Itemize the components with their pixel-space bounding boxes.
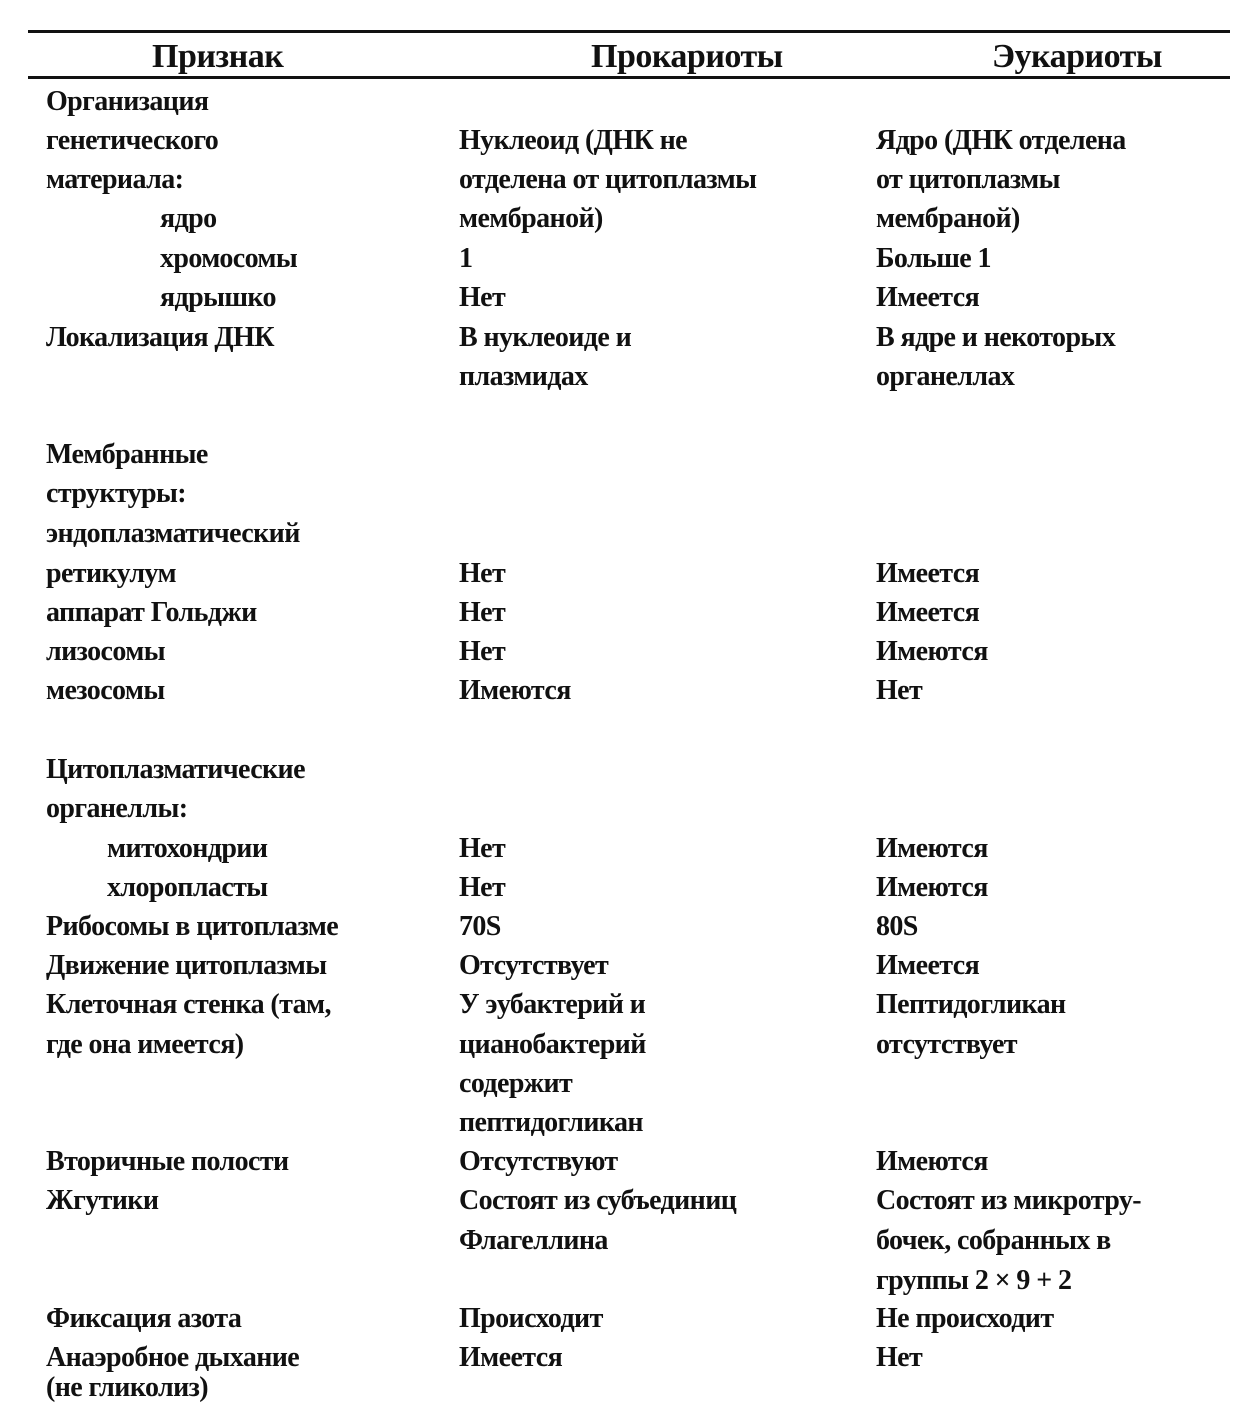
prokaryote-cell: Нет: [459, 558, 506, 589]
feature-cell: Мембранные: [46, 439, 208, 470]
eukaryote-cell: Нет: [876, 1342, 923, 1373]
feature-cell: (не гликолиз): [46, 1372, 209, 1403]
feature-cell: Анаэробное дыхание: [46, 1342, 300, 1373]
eukaryote-cell: Больше 1: [876, 243, 991, 274]
prokaryote-cell: Отсутствуют: [459, 1146, 618, 1177]
feature-cell: где она имеется): [46, 1029, 244, 1060]
prokaryote-cell: 1: [459, 243, 473, 274]
eukaryote-cell: Имеется: [876, 597, 980, 628]
prokaryote-cell: плазмидах: [459, 361, 588, 392]
feature-cell: Движение цитоплазмы: [46, 950, 327, 981]
eukaryote-cell: мембраной): [876, 203, 1020, 234]
feature-cell: хромосомы: [160, 243, 298, 274]
feature-cell: Вторичные полости: [46, 1146, 289, 1177]
prokaryote-cell: Имеются: [459, 675, 571, 706]
prokaryote-cell: цианобактерий: [459, 1029, 646, 1060]
feature-cell: Клеточная стенка (там,: [46, 989, 331, 1020]
feature-cell: мезосомы: [46, 675, 165, 706]
header-prokaryotes: Прокариоты: [591, 38, 783, 75]
header-eukaryotes: Эукариоты: [992, 38, 1162, 75]
eukaryote-cell: Ядро (ДНК отделена: [876, 125, 1126, 156]
prokaryote-cell: У эубактерий и: [459, 989, 646, 1020]
feature-cell: Рибосомы в цитоплазме: [46, 911, 339, 942]
feature-cell: митохондрии: [107, 833, 268, 864]
eukaryote-cell: от цитоплазмы: [876, 164, 1060, 195]
feature-cell: органеллы:: [46, 793, 188, 824]
prokaryote-cell: пептидогликан: [459, 1107, 643, 1138]
prokaryote-cell: 70S: [459, 911, 501, 942]
feature-cell: ядрышко: [160, 282, 276, 313]
prokaryote-cell: Отсутствует: [459, 950, 609, 981]
feature-cell: генетического: [46, 125, 219, 156]
header-feature: Признак: [152, 38, 284, 75]
eukaryote-cell: Имеется: [876, 282, 980, 313]
eukaryote-cell: Пептидогликан: [876, 989, 1066, 1020]
eukaryote-cell: группы 2 × 9 + 2: [876, 1265, 1072, 1296]
prokaryote-cell: Нет: [459, 636, 506, 667]
prokaryote-cell: Флагеллина: [459, 1225, 608, 1256]
eukaryote-cell: 80S: [876, 911, 918, 942]
eukaryote-cell: Нет: [876, 675, 923, 706]
prokaryote-cell: Нуклеоид (ДНК не: [459, 125, 687, 156]
prokaryote-cell: Нет: [459, 282, 506, 313]
prokaryote-cell: мембраной): [459, 203, 603, 234]
eukaryote-cell: отсутствует: [876, 1029, 1017, 1060]
feature-cell: Цитоплазматические: [46, 754, 305, 785]
feature-cell: Организация: [46, 86, 209, 117]
prokaryote-cell: Нет: [459, 597, 506, 628]
eukaryote-cell: Не происходит: [876, 1303, 1054, 1334]
eukaryote-cell: В ядре и некоторых: [876, 322, 1116, 353]
feature-cell: аппарат Гольджи: [46, 597, 257, 628]
eukaryote-cell: Имеются: [876, 636, 988, 667]
eukaryote-cell: органеллах: [876, 361, 1015, 392]
feature-cell: Жгутики: [46, 1185, 159, 1216]
feature-cell: структуры:: [46, 478, 187, 509]
eukaryote-cell: Имеются: [876, 833, 988, 864]
eukaryote-cell: Имеются: [876, 1146, 988, 1177]
prokaryote-cell: Нет: [459, 872, 506, 903]
feature-cell: Локализация ДНК: [46, 322, 274, 353]
prokaryote-cell: Имеется: [459, 1342, 563, 1373]
prokaryote-cell: отделена от цитоплазмы: [459, 164, 757, 195]
feature-cell: Фиксация азота: [46, 1303, 242, 1334]
eukaryote-cell: бочек, собранных в: [876, 1225, 1111, 1256]
feature-cell: эндоплазматический: [46, 518, 300, 549]
prokaryote-cell: Состоят из субъединиц: [459, 1185, 737, 1216]
feature-cell: лизосомы: [46, 636, 165, 667]
eukaryote-cell: Имеется: [876, 558, 980, 589]
feature-cell: ядро: [160, 203, 217, 234]
feature-cell: ретикулум: [46, 558, 176, 589]
feature-cell: хлоропласты: [107, 872, 268, 903]
prokaryote-cell: В нуклеоиде и: [459, 322, 632, 353]
eukaryote-cell: Имеется: [876, 950, 980, 981]
eukaryote-cell: Состоят из микротру-: [876, 1185, 1141, 1216]
eukaryote-cell: Имеются: [876, 872, 988, 903]
prokaryote-cell: Нет: [459, 833, 506, 864]
prokaryote-cell: содержит: [459, 1068, 573, 1099]
prokaryote-cell: Происходит: [459, 1303, 603, 1334]
feature-cell: материала:: [46, 164, 184, 195]
